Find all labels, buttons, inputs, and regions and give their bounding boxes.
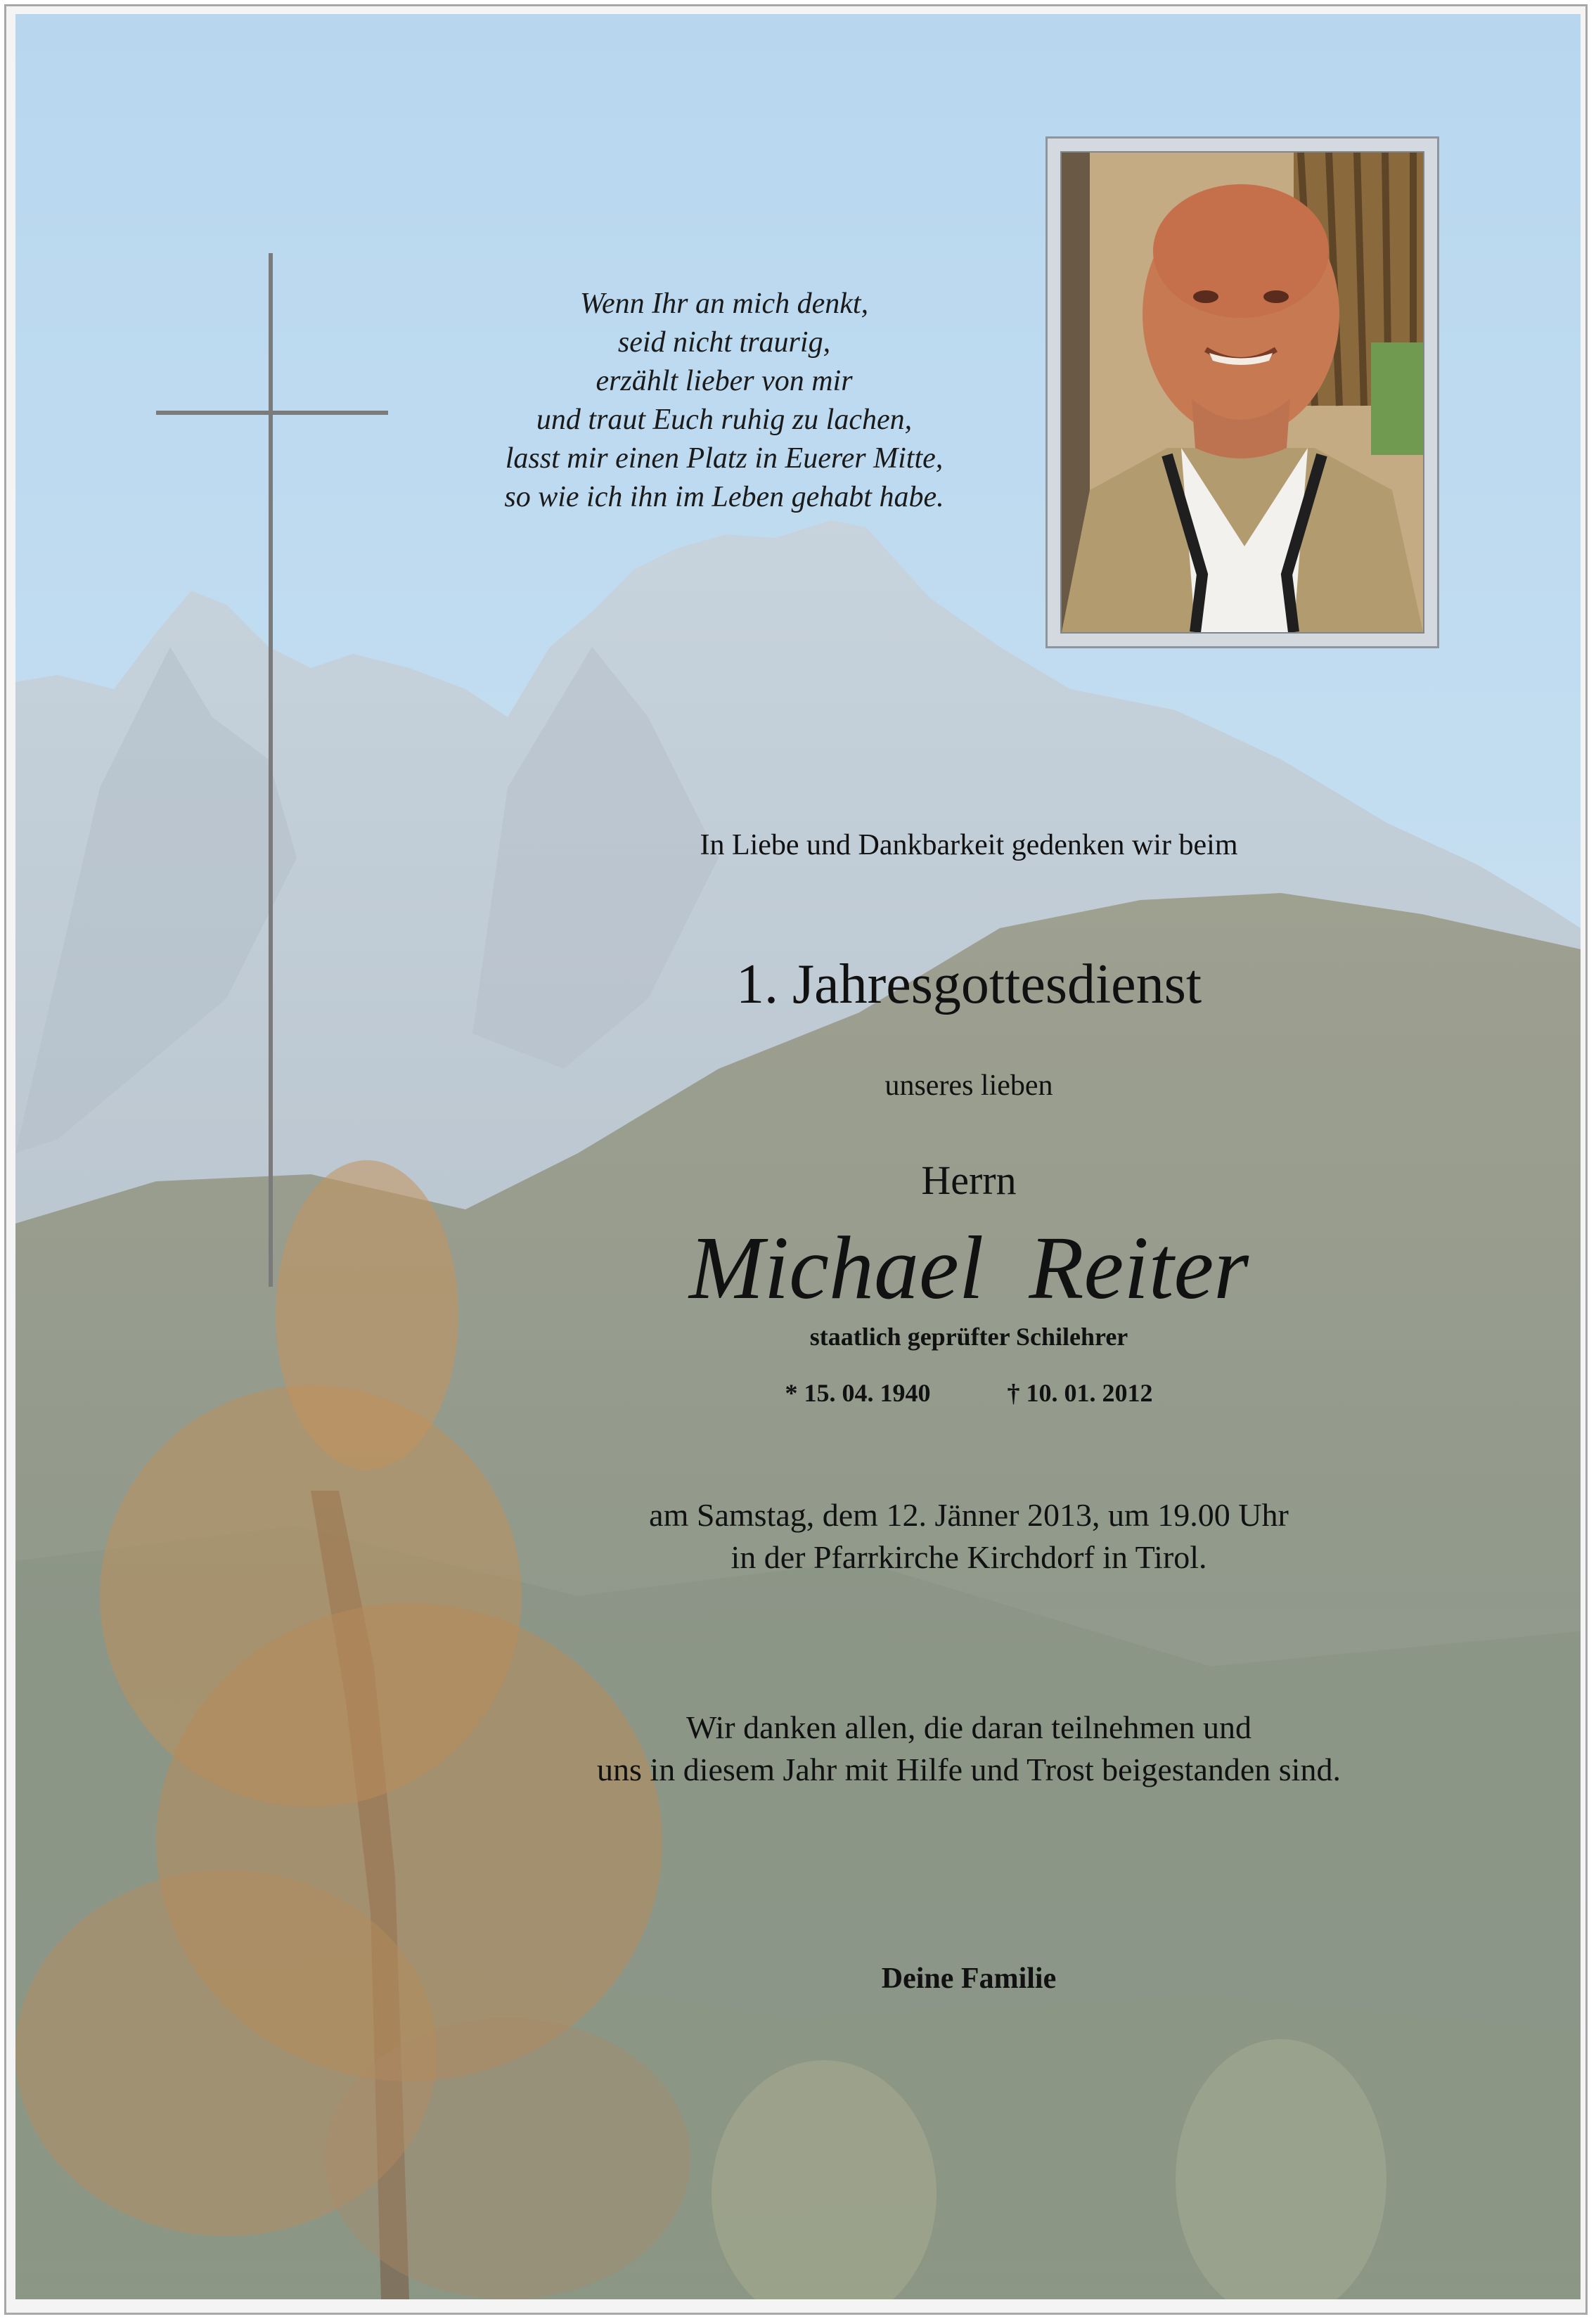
poem-line: so wie ich ihn im Leben gehabt habe. xyxy=(504,481,944,513)
salutation: Herrn xyxy=(921,1157,1017,1203)
occupation: staatlich geprüfter Schilehrer xyxy=(809,1323,1128,1351)
poem xyxy=(436,285,1012,517)
service-date-line: am Samstag, dem 12. Jänner 2013, um 19.00 Uhr xyxy=(649,1497,1289,1533)
death-date: † 10. 01. 2012 xyxy=(1007,1379,1153,1407)
portrait-photo xyxy=(1060,151,1424,634)
cross-horizontal-bar xyxy=(156,411,388,415)
relation-text: unseres lieben xyxy=(884,1069,1053,1102)
intro-text: In Liebe und Dankbarkeit gedenken wir beim xyxy=(700,829,1238,861)
service-title: 1. Jahresgottesdienst xyxy=(735,953,1202,1015)
portrait-frame xyxy=(1045,136,1439,648)
service-location-line: in der Pfarrkirche Kirchdorf in Tirol. xyxy=(731,1539,1207,1575)
thanks-line-1: Wir danken allen, die daran teilnehmen und xyxy=(686,1709,1252,1745)
life-dates xyxy=(582,1378,1356,1408)
poem-line: seid nicht traurig, xyxy=(617,326,831,359)
poem-line: erzählt lieber von mir xyxy=(596,365,853,397)
poem-line: lasst mir einen Platz in Euerer Mitte, xyxy=(505,442,944,475)
deceased-name: Michael Reiter xyxy=(688,1218,1249,1318)
poem-line: und traut Euch ruhig zu lachen, xyxy=(536,404,913,436)
cross-vertical-bar xyxy=(269,253,273,1287)
poem-line: Wenn Ihr an mich denkt, xyxy=(579,288,869,320)
family-signature: Deine Familie xyxy=(881,1963,1057,1995)
birth-date: * 15. 04. 1940 xyxy=(785,1379,931,1407)
thanks-line-2: uns in diesem Jahr mit Hilfe und Trost beigestanden sind. xyxy=(597,1752,1341,1787)
portrait-illustration xyxy=(1062,153,1423,632)
